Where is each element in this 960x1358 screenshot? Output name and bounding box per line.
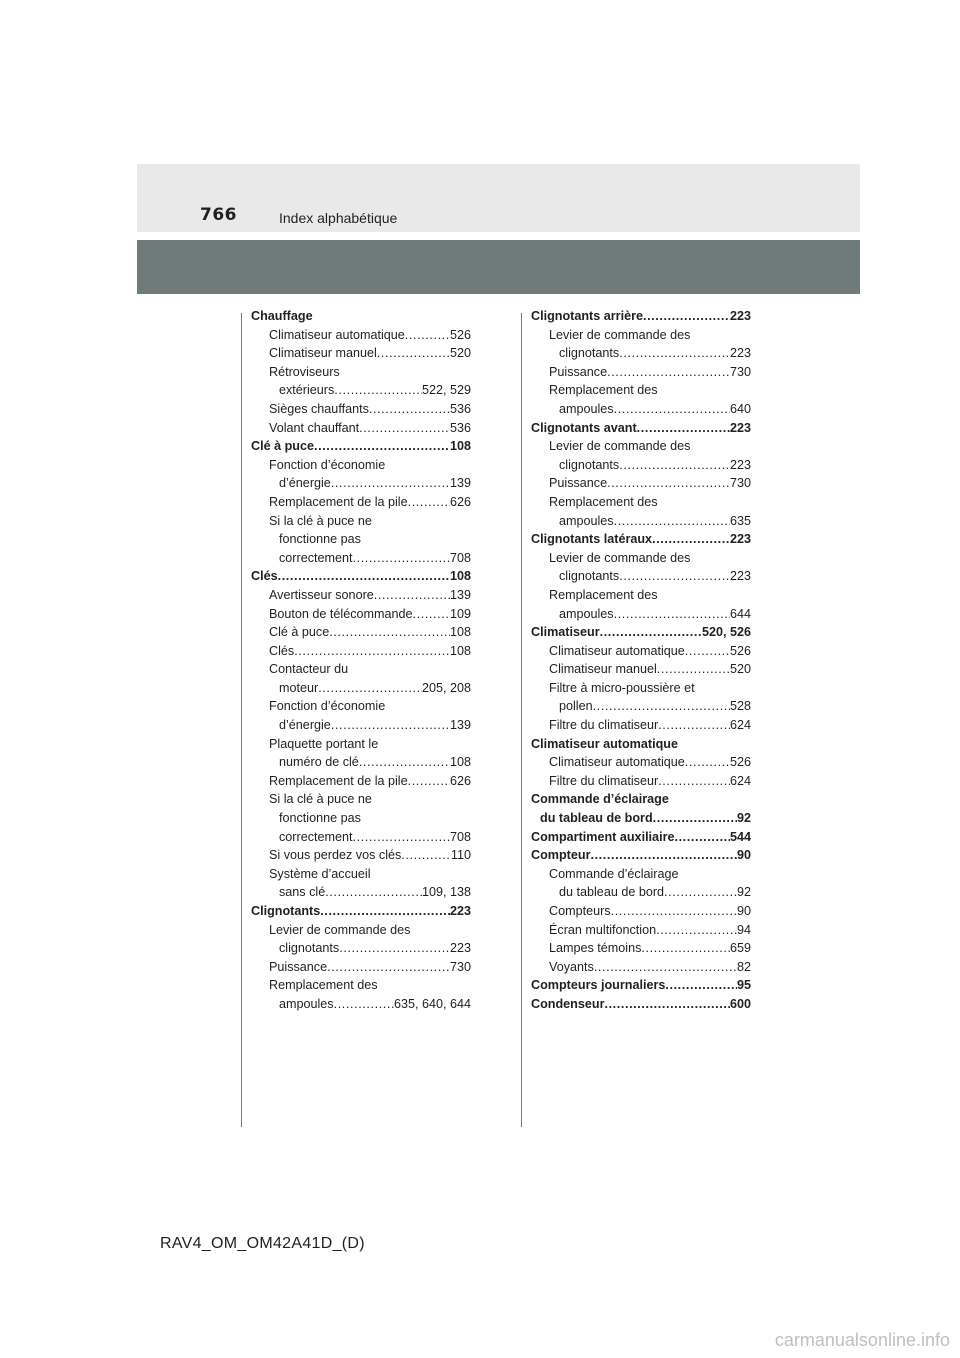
index-entry-text: d’énergie [279,476,331,491]
leader-dots [611,902,737,921]
index-entry-text: ampoules [559,513,614,528]
index-entry-text: Climatiseur automatique [531,736,678,751]
index-entry-page[interactable]: 108 [449,439,471,454]
leader-dots [641,939,730,958]
leader-dots [327,958,450,977]
index-entry [531,790,751,809]
leader-dots [658,772,730,791]
index-entry-text: extérieurs [279,383,335,398]
index-entry [531,326,751,345]
index-entry [251,623,471,642]
leader-dots [653,809,737,828]
index-entry [251,679,471,698]
index-entry-text: Levier de commande des [269,922,411,937]
index-entry-text: d’énergie [279,718,331,733]
index-entry-page[interactable]: 730 [729,364,751,379]
index-entry [531,958,751,977]
leader-dots [607,363,730,382]
index-entry [251,772,471,791]
index-entry-text: fonctionne pas [279,532,361,547]
index-entry-page[interactable]: 624 [729,773,751,788]
index-entry [531,456,751,475]
index-entry-page[interactable]: 730 [449,959,471,974]
index-entry-text: Remplacement des [549,587,658,602]
index-entry-text: Puissance [269,959,328,974]
index-entry-page[interactable]: 223 [729,346,751,361]
leader-dots [656,921,737,940]
index-entry-page[interactable]: 109 [449,606,471,621]
index-entry [531,623,751,642]
leader-dots [334,381,422,400]
index-entry-text: Condenseur [531,996,605,1011]
index-entry [531,307,751,326]
index-entry-text: Voyants [549,959,594,974]
index-entry [531,735,751,754]
index-entry [251,753,471,772]
index-entry [251,419,471,438]
index-entry-text: Levier de commande des [549,550,691,565]
index-entry [531,921,751,940]
index-entry-text: ampoules [279,996,334,1011]
index-entry-text: Commande d’éclairage [531,792,669,807]
index-entry [251,790,471,809]
index-entry-page[interactable]: 659 [729,941,751,956]
index-entry-text: du tableau de bord [559,885,665,900]
index-entry-page[interactable]: 520 [729,662,751,677]
leader-dots [325,883,422,902]
leader-dots [619,344,730,363]
index-entry-page[interactable]: 626 [449,773,471,788]
leader-dots [604,995,730,1014]
leader-dots [665,976,737,995]
index-entry [531,493,751,512]
index-entry-text: Contacteur du [269,662,349,677]
leader-dots [674,828,730,847]
index-entry [251,958,471,977]
index-entry-page[interactable]: 223 [449,941,471,956]
header-band [137,164,860,232]
index-entry-page[interactable]: 708 [449,550,471,565]
index-entry-text: pollen [559,699,593,714]
index-entry-page[interactable]: 82 [736,959,751,974]
index-entry-text: Si la clé à puce ne [269,513,372,528]
index-entry [531,753,751,772]
index-entry-text: Clignotants latéraux [531,532,653,547]
index-entry-page[interactable]: 108 [449,755,471,770]
leader-dots [607,474,730,493]
index-entry-text: Système d’accueil [269,866,371,881]
index-entry-page[interactable]: 108 [449,625,471,640]
index-entry-page[interactable]: 536 [449,420,471,435]
index-entry-page[interactable]: 635 [729,513,751,528]
index-entry [531,846,751,865]
index-entry [531,419,751,438]
index-entry [251,512,471,531]
leader-dots [331,474,450,493]
leader-dots [685,753,730,772]
index-entry [531,679,751,698]
leader-dots [278,567,450,586]
index-entry-text: Filtre du climatiseur [549,718,659,733]
index-entry [251,716,471,735]
leader-dots [294,642,450,661]
section-title: Index alphabétique [279,210,398,226]
index-entry-text: numéro de clé [279,755,359,770]
index-entry-page[interactable]: 223 [729,457,751,472]
leader-dots [643,307,730,326]
index-entry [531,474,751,493]
index-entry [531,716,751,735]
index-entry-text: Plaquette portant le [269,736,379,751]
index-entry-page[interactable]: 223 [729,420,751,435]
index-entry [251,400,471,419]
index-entry [531,605,751,624]
index-entry-text: Puissance [549,364,608,379]
index-entry [531,586,751,605]
index-entry [531,642,751,661]
leader-dots [377,344,450,363]
index-entry [531,902,751,921]
index-entry-page[interactable]: 92 [736,811,751,826]
index-entry-page[interactable]: 223 [449,904,471,918]
leader-dots [614,605,730,624]
index-entry-text: Compteurs journaliers [531,978,666,993]
index-entry-page[interactable]: 223 [729,309,751,323]
index-entry-page[interactable]: 730 [729,476,751,491]
index-entry [531,437,751,456]
index-entry-text: Climatiseur automatique [269,327,405,342]
index-entry [251,865,471,884]
leader-dots [664,883,737,902]
index-entry-text: Si la clé à puce ne [269,792,372,807]
leader-dots [329,623,450,642]
index-entry [531,995,751,1014]
index-entry [531,549,751,568]
leader-dots [369,400,450,419]
index-entry [251,549,471,568]
leader-dots [408,772,450,791]
index-entry-text: Filtre à micro-poussière et [549,680,695,695]
index-entry-page[interactable]: 520 [449,346,471,361]
index-entry [251,902,471,921]
index-entry [251,883,471,902]
index-entry [251,809,471,828]
index-entry [251,474,471,493]
index-entry-page[interactable]: 92 [736,885,751,900]
index-entry-text: Bouton de télécommande [269,606,413,621]
index-entry-text: clignotants [559,346,620,361]
document-code: RAV4_OM_OM42A41D_(D) [160,1235,365,1252]
index-entry-text: Clés [269,643,295,658]
index-entry-page[interactable]: 95 [736,978,751,993]
index-entry-text: Clé à puce [251,439,314,454]
index-entry-page[interactable]: 109, 138 [421,885,471,900]
index-entry [531,530,751,549]
index-entry-text: ampoules [559,401,614,416]
index-entry-text: Clés [251,569,278,584]
index-entry-text: Commande d’éclairage [549,866,679,881]
index-entry-text: Climatiseur automatique [549,643,685,658]
leader-dots [359,419,450,438]
index-entry [531,772,751,791]
index-entry-page[interactable]: 526 [729,755,751,770]
index-entry-text: Clignotants arrière [531,309,643,323]
index-entry-page[interactable]: 108 [449,643,471,658]
index-entry-text: Fonction d’économie [269,457,386,472]
index-entry-page[interactable]: 544 [729,829,751,844]
index-entry-page[interactable]: 526 [449,327,471,342]
leader-dots [334,995,394,1014]
index-entry [251,437,471,456]
index-entry-page[interactable]: 139 [449,476,471,491]
index-entry-text: Sièges chauffants [269,401,369,416]
index-entry-page[interactable]: 139 [449,587,471,602]
index-entry [251,326,471,345]
leader-dots [401,846,451,865]
index-entry-text: Compteur [531,848,591,863]
index-entry-text: Compteurs [549,904,611,918]
index-entry-text: Climatiseur [531,625,600,640]
leader-dots [353,549,450,568]
index-entry-text: Remplacement des [549,494,658,509]
index-entry-text: ampoules [559,606,614,621]
index-entry-text: Volant chauffant [269,420,360,435]
index-entry-page[interactable]: 223 [729,532,751,547]
index-entry-text: correctement [279,550,353,565]
index-entry-text: clignotants [559,569,620,584]
index-entry [531,512,751,531]
index-entry-text: Remplacement de la pile [269,773,408,788]
leader-dots [331,716,450,735]
leader-dots [359,753,450,772]
index-entry [251,530,471,549]
index-entry [531,697,751,716]
index-entry-text: Compartiment auxiliaire [531,829,675,844]
index-entry-page[interactable]: 640 [729,401,751,416]
index-entry-text: Climatiseur automatique [549,755,685,770]
index-entry-page[interactable]: 626 [449,494,471,509]
index-entry-page[interactable]: 644 [729,606,751,621]
leader-dots [619,456,730,475]
index-entry-page[interactable]: 624 [729,718,751,733]
index-entry [251,586,471,605]
index-entry [531,363,751,382]
index-entry [531,400,751,419]
column-divider-right [521,313,522,1127]
column-divider-left [241,313,242,1127]
index-entry-page[interactable]: 522, 529 [421,383,471,398]
leader-dots [637,419,730,438]
index-entry [251,697,471,716]
index-entry [531,939,751,958]
index-entry [251,381,471,400]
leader-dots [685,642,730,661]
index-entry [251,344,471,363]
header-title-bar [137,240,860,294]
index-entry [251,605,471,624]
index-entry-page[interactable]: 94 [736,922,751,937]
index-entry-text: Remplacement de la pile [269,494,408,509]
index-entry [251,735,471,754]
index-entry-page[interactable]: 108 [449,569,471,584]
index-entry-text: Avertisseur sonore [269,587,374,602]
index-entry-page[interactable]: 90 [736,848,751,863]
index-entry-text: clignotants [559,457,620,472]
index-entry-text: Lampes témoins [549,941,642,956]
index-entry-text: sans clé [279,885,326,900]
index-entry [251,976,471,995]
index-entry-page[interactable]: 110 [450,848,471,863]
index-entry [531,567,751,586]
index-entry [251,660,471,679]
index-entry [531,865,751,884]
index-entry-text: Climatiseur manuel [549,662,657,677]
index-entry-text: Clignotants [251,904,321,918]
index-entry-page[interactable]: 526 [729,643,751,658]
leader-dots [593,697,730,716]
index-entry-text: Filtre du climatiseur [549,773,659,788]
leader-dots [657,660,730,679]
index-entry-text: Écran multifonction [549,922,657,937]
index-entry-text: Remplacement des [549,383,658,398]
index-entry [251,846,471,865]
index-entry [251,307,471,326]
leader-dots [408,493,450,512]
leader-dots [318,679,422,698]
leader-dots [614,512,730,531]
leader-dots [405,326,450,345]
index-entry [531,660,751,679]
index-entry [251,939,471,958]
index-entry-text: Puissance [549,476,608,491]
leader-dots [600,623,702,642]
index-entry-text: Rétroviseurs [269,364,340,379]
index-entry-text: Remplacement des [269,978,378,993]
index-entry [251,828,471,847]
index-entry [251,642,471,661]
index-entry-page[interactable]: 90 [736,904,751,918]
index-entry-text: Clignotants avant [531,420,637,435]
index-entry [251,995,471,1014]
index-entry-page[interactable]: 600 [729,996,751,1011]
leader-dots [619,567,730,586]
index-entry-text: Chauffage [251,309,313,323]
index-entry [251,921,471,940]
index-entry-text: Levier de commande des [549,439,691,454]
index-entry-text: du tableau de bord [540,811,653,826]
leader-dots [652,530,730,549]
index-entry [251,567,471,586]
index-entry-page[interactable]: 635, 640, 644 [393,996,471,1011]
index-entry-text: Levier de commande des [549,327,691,342]
index-entry-page[interactable]: 708 [449,829,471,844]
index-entry-page[interactable]: 223 [729,569,751,584]
index-entry [251,456,471,475]
index-entry-text: fonctionne pas [279,811,361,826]
index-entry-page[interactable]: 528 [729,699,751,714]
index-entry [531,809,751,828]
page-number: 766 [200,205,237,225]
leader-dots [314,437,450,456]
leader-dots [594,958,737,977]
index-entry-text: correctement [279,829,353,844]
leader-dots [320,902,450,921]
leader-dots [590,846,737,865]
index-entry [531,976,751,995]
index-entry-text: Clé à puce [269,625,330,640]
index-entry [531,344,751,363]
index-entry [251,363,471,382]
leader-dots [374,586,450,605]
index-entry-text: moteur [279,680,319,695]
index-column-right [531,307,751,1014]
watermark: carmanualsonline.info [774,1330,950,1350]
index-entry [531,381,751,400]
leader-dots [658,716,730,735]
leader-dots [353,828,450,847]
index-entry [531,828,751,847]
index-entry-page[interactable]: 139 [449,718,471,733]
index-entry-text: Si vous perdez vos clés [269,848,402,863]
index-entry [251,493,471,512]
index-entry-page[interactable]: 205, 208 [421,680,471,695]
index-entry-page[interactable]: 520, 526 [701,625,751,640]
index-entry-text: Climatiseur manuel [269,346,377,361]
leader-dots [614,400,730,419]
index-column-left [251,307,471,1014]
index-entry [531,883,751,902]
leader-dots [339,939,450,958]
index-entry-page[interactable]: 536 [449,401,471,416]
leader-dots [413,605,450,624]
index-entry-text: clignotants [279,941,340,956]
index-entry-text: Fonction d’économie [269,699,386,714]
